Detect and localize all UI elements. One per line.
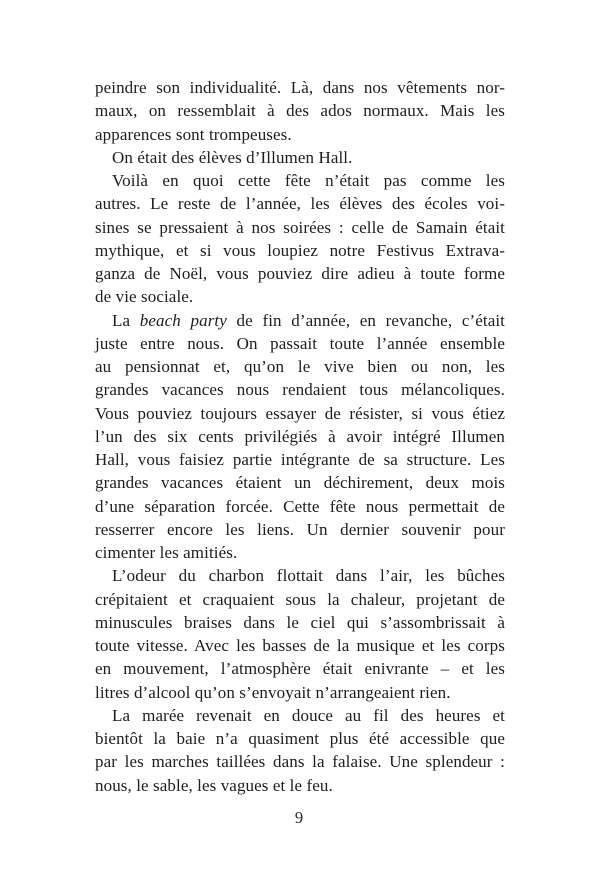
- text-segment: ganza de Noël, vous pouviez dire adieu à toute forme: [95, 264, 505, 283]
- text-segment: L’odeur du charbon flottait dans l’air, les bûches: [112, 566, 505, 586]
- text-segment: litres d’alcool qu’on s’envoyait n’arrangeaient rien.: [95, 682, 451, 702]
- text-line: [95, 564, 505, 587]
- text-line: [95, 169, 505, 192]
- text-line: [95, 774, 505, 797]
- text-segment: grandes vacances nous rendaient tous mélancoliques.: [95, 380, 505, 400]
- text-segment: bientôt la baie n’a quasiment plus été accessible que: [95, 729, 505, 748]
- text-line: [95, 471, 505, 494]
- text-segment: d’une séparation forcée. Cette fête nous permettait de: [95, 496, 505, 516]
- text-line: [95, 611, 505, 634]
- text-segment: au pensionnat et, qu’on le vive bien ou non, les: [95, 357, 505, 376]
- text-line: [95, 727, 505, 750]
- text-segment: de fin d’année, en revanche, c’était: [226, 310, 505, 330]
- text-line: [95, 192, 505, 215]
- text-segment: resserrer encore les liens. Un dernier souvenir pour: [95, 519, 505, 539]
- text-line: [95, 402, 505, 425]
- text-line: [95, 146, 505, 169]
- text-line: [95, 262, 505, 285]
- text-line: [95, 239, 505, 262]
- text-line: [95, 216, 505, 239]
- text-segment: juste entre nous. On passait toute l’année ensemble: [95, 333, 505, 353]
- text-line: [95, 704, 505, 727]
- text-line: [95, 425, 505, 448]
- italic-text-segment: beach party: [139, 310, 227, 330]
- text-segment: cimenter les amitiés.: [95, 543, 238, 562]
- text-segment: apparences sont trompeuses.: [95, 124, 292, 144]
- text-segment: La: [112, 310, 140, 330]
- text-segment: La marée revenait en douce au fil des heures et: [112, 705, 505, 725]
- page-text-block: [95, 76, 505, 797]
- text-segment: Voilà en quoi cette fête n’était pas comme les: [112, 171, 505, 190]
- text-segment: minuscules braises dans le ciel qui s’assombrissait à: [95, 612, 505, 632]
- text-line: [95, 588, 505, 611]
- text-segment: l’un des six cents privilégiés à avoir intégré Illumen: [95, 426, 505, 446]
- text-line: [95, 634, 505, 657]
- text-line: [95, 541, 505, 564]
- text-segment: Vous pouviez toujours essayer de résister, si vous étiez: [95, 403, 505, 423]
- text-segment: peindre son individualité. Là, dans nos vêtements nor-: [95, 78, 505, 97]
- text-segment: toute vitesse. Avec les basses de la musique et les corps: [95, 636, 505, 655]
- text-segment: On était des élèves d’Illumen Hall.: [112, 147, 353, 167]
- text-segment: sines se pressaient à nos soirées : celle de Samain était: [95, 217, 505, 237]
- text-line: [95, 448, 505, 471]
- page-number: 9: [294, 808, 304, 827]
- text-line: [95, 76, 505, 99]
- text-line: [95, 378, 505, 401]
- text-segment: nous, le sable, les vagues et le feu.: [95, 775, 333, 795]
- text-segment: grandes vacances étaient un déchirement, deux mois: [95, 473, 505, 493]
- text-line: [95, 518, 505, 541]
- text-segment: par les marches taillées dans la falaise. Une splendeur :: [95, 752, 505, 772]
- text-line: [95, 495, 505, 518]
- text-line: [95, 309, 505, 332]
- text-segment: en mouvement, l’atmosphère était enivrante – et les: [95, 659, 505, 679]
- text-line: [95, 681, 505, 704]
- text-line: [95, 750, 505, 773]
- text-line: [95, 332, 505, 355]
- text-segment: autres. Le reste de l’année, les élèves des écoles voi-: [95, 194, 505, 214]
- text-segment: de vie sociale.: [95, 287, 194, 307]
- text-line: [95, 285, 505, 308]
- text-line: [95, 123, 505, 146]
- text-segment: maux, on ressemblait à des ados normaux. Mais les: [95, 101, 505, 121]
- text-line: [95, 99, 505, 122]
- text-segment: crépitaient et craquaient sous la chaleur, projetant de: [95, 589, 505, 609]
- text-segment: Hall, vous faisiez partie intégrante de sa structure. Les: [95, 450, 505, 469]
- text-line: [95, 657, 505, 680]
- text-line: [95, 355, 505, 378]
- text-segment: mythique, et si vous loupiez notre Festivus Extrava-: [95, 240, 505, 260]
